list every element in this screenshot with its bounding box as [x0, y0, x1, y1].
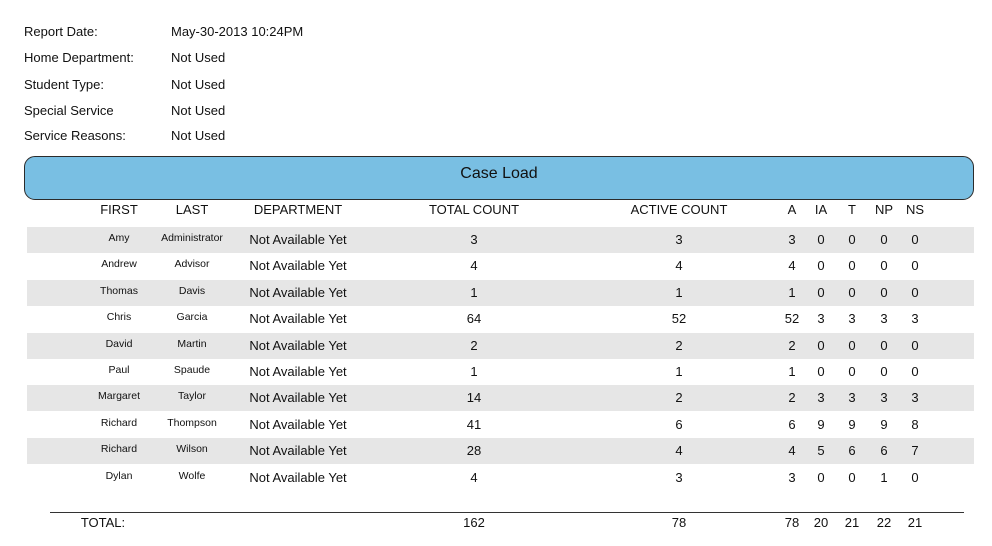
cell-first: Thomas — [100, 284, 138, 297]
cell-total-count: 14 — [466, 390, 482, 406]
meta-label: Special Service — [24, 103, 114, 118]
case-load-banner — [24, 156, 974, 200]
cell-last: Advisor — [174, 258, 210, 271]
cell-np: 0 — [880, 364, 888, 379]
column-header-department: DEPARTMENT — [253, 202, 343, 217]
cell-total-count: 28 — [466, 443, 482, 459]
cell-total-count: 41 — [466, 416, 482, 432]
cell-first: Paul — [108, 364, 130, 376]
totals-active-count: 78 — [671, 515, 687, 530]
cell-total-count: 64 — [466, 311, 482, 327]
cell-last: Spaude — [173, 364, 211, 376]
cell-first: Dylan — [105, 469, 133, 482]
cell-a: 3 — [788, 232, 796, 247]
cell-t: 9 — [848, 416, 856, 432]
cell-active-count: 2 — [675, 337, 683, 353]
cell-a: 4 — [788, 258, 796, 274]
cell-a: 6 — [788, 416, 796, 432]
cell-ia: 0 — [817, 284, 825, 300]
meta-value: Not Used — [171, 128, 226, 143]
cell-a: 1 — [788, 284, 796, 300]
cell-t: 0 — [848, 258, 856, 274]
column-header-ns: NS — [905, 202, 925, 217]
table-row — [27, 412, 974, 438]
column-header-first: FIRST — [100, 202, 138, 217]
cell-active-count: 52 — [671, 311, 687, 327]
cell-last: Davis — [178, 284, 206, 297]
meta-value: Not Used — [171, 77, 226, 92]
cell-ns: 0 — [911, 284, 919, 300]
cell-t: 0 — [848, 469, 856, 485]
column-header-total-count: TOTAL COUNT — [428, 202, 520, 217]
totals-np: 22 — [876, 515, 892, 530]
cell-t: 3 — [848, 390, 856, 406]
cell-t: 0 — [848, 364, 856, 379]
table-row — [27, 438, 974, 464]
cell-ia: 3 — [817, 390, 825, 406]
cell-t: 6 — [848, 443, 856, 459]
cell-a: 1 — [788, 364, 796, 379]
cell-active-count: 6 — [675, 416, 683, 432]
cell-np: 0 — [880, 232, 888, 247]
cell-np: 6 — [880, 443, 888, 459]
cell-ia: 5 — [817, 443, 825, 459]
cell-np: 1 — [880, 469, 888, 485]
cell-a: 3 — [788, 469, 796, 485]
column-header-ia: IA — [814, 202, 828, 217]
cell-department: Not Available Yet — [249, 284, 347, 300]
table-row — [27, 359, 974, 385]
cell-np: 9 — [880, 416, 888, 432]
column-header-np: NP — [874, 202, 894, 217]
cell-total-count: 1 — [470, 364, 478, 379]
totals-ns: 21 — [907, 515, 923, 530]
cell-active-count: 3 — [675, 469, 683, 485]
cell-ia: 0 — [817, 364, 825, 379]
cell-first: Richard — [100, 416, 138, 429]
meta-value: May-30-2013 10:24PM — [171, 24, 304, 39]
cell-first: Margaret — [97, 390, 141, 403]
cell-first: Andrew — [101, 258, 137, 271]
cell-department: Not Available Yet — [249, 258, 347, 274]
cell-ia: 0 — [817, 469, 825, 485]
cell-last: Thompson — [167, 416, 217, 429]
table-row — [27, 333, 974, 359]
table-row — [27, 253, 974, 279]
cell-t: 0 — [848, 284, 856, 300]
cell-ns: 0 — [911, 337, 919, 353]
table-row — [27, 306, 974, 332]
cell-t: 0 — [848, 232, 856, 247]
cell-active-count: 4 — [675, 443, 683, 459]
cell-active-count: 1 — [675, 284, 683, 300]
meta-label: Student Type: — [24, 77, 104, 92]
cell-a: 4 — [788, 443, 796, 459]
cell-first: David — [105, 337, 133, 350]
meta-label: Report Date: — [24, 24, 98, 39]
column-header-active-count: ACTIVE COUNT — [630, 202, 728, 217]
cell-ns: 0 — [911, 364, 919, 379]
cell-active-count: 2 — [675, 390, 683, 406]
totals-total-count: 162 — [463, 515, 485, 530]
cell-t: 3 — [848, 311, 856, 327]
cell-ns: 7 — [911, 443, 919, 459]
cell-a: 2 — [788, 390, 796, 406]
table-row — [27, 465, 974, 491]
cell-ia: 9 — [817, 416, 825, 432]
cell-department: Not Available Yet — [249, 232, 347, 247]
cell-total-count: 4 — [470, 258, 478, 274]
meta-label: Service Reasons: — [24, 128, 126, 143]
cell-last: Wolfe — [178, 469, 206, 482]
cell-a: 52 — [784, 311, 800, 327]
cell-np: 0 — [880, 337, 888, 353]
cell-total-count: 2 — [470, 337, 478, 353]
meta-value: Not Used — [171, 103, 226, 118]
cell-last: Administrator — [161, 232, 223, 244]
cell-first: Chris — [106, 311, 132, 324]
totals-ia: 20 — [813, 515, 829, 530]
cell-total-count: 1 — [470, 284, 478, 300]
cell-total-count: 3 — [470, 232, 478, 247]
cell-last: Wilson — [176, 443, 208, 456]
cell-ia: 0 — [817, 232, 825, 247]
cell-department: Not Available Yet — [249, 390, 347, 406]
cell-active-count: 1 — [675, 364, 683, 379]
cell-active-count: 3 — [675, 232, 683, 247]
meta-label: Home Department: — [24, 50, 134, 65]
cell-active-count: 4 — [675, 258, 683, 274]
totals-a: 78 — [784, 515, 800, 530]
cell-ns: 3 — [911, 390, 919, 406]
cell-department: Not Available Yet — [249, 469, 347, 485]
banner-title: Case Load — [460, 165, 538, 182]
column-header-last: LAST — [175, 202, 209, 217]
cell-department: Not Available Yet — [249, 416, 347, 432]
cell-np: 0 — [880, 258, 888, 274]
meta-value: Not Used — [171, 50, 226, 65]
cell-first: Richard — [100, 443, 138, 456]
cell-total-count: 4 — [470, 469, 478, 485]
cell-np: 3 — [880, 390, 888, 406]
cell-np: 3 — [880, 311, 888, 327]
cell-last: Martin — [177, 337, 207, 350]
cell-department: Not Available Yet — [249, 337, 347, 353]
cell-last: Taylor — [177, 390, 207, 403]
table-row — [27, 280, 974, 306]
cell-ia: 0 — [817, 258, 825, 274]
column-header-t: T — [848, 202, 856, 217]
cell-ia: 3 — [817, 311, 825, 327]
cell-department: Not Available Yet — [249, 443, 347, 459]
cell-department: Not Available Yet — [249, 311, 347, 327]
column-header-a: A — [787, 202, 797, 217]
cell-np: 0 — [880, 284, 888, 300]
cell-ia: 0 — [817, 337, 825, 353]
table-row — [27, 385, 974, 411]
totals-label: TOTAL: — [80, 515, 126, 530]
totals-divider — [50, 512, 964, 513]
cell-ns: 0 — [911, 469, 919, 485]
cell-department: Not Available Yet — [249, 364, 347, 379]
cell-a: 2 — [788, 337, 796, 353]
totals-t: 21 — [844, 515, 860, 530]
cell-ns: 0 — [911, 258, 919, 274]
cell-ns: 8 — [911, 416, 919, 432]
cell-t: 0 — [848, 337, 856, 353]
cell-ns: 0 — [911, 232, 919, 247]
table-row — [27, 227, 974, 253]
cell-ns: 3 — [911, 311, 919, 327]
cell-first: Amy — [108, 232, 130, 244]
cell-last: Garcia — [176, 311, 208, 324]
